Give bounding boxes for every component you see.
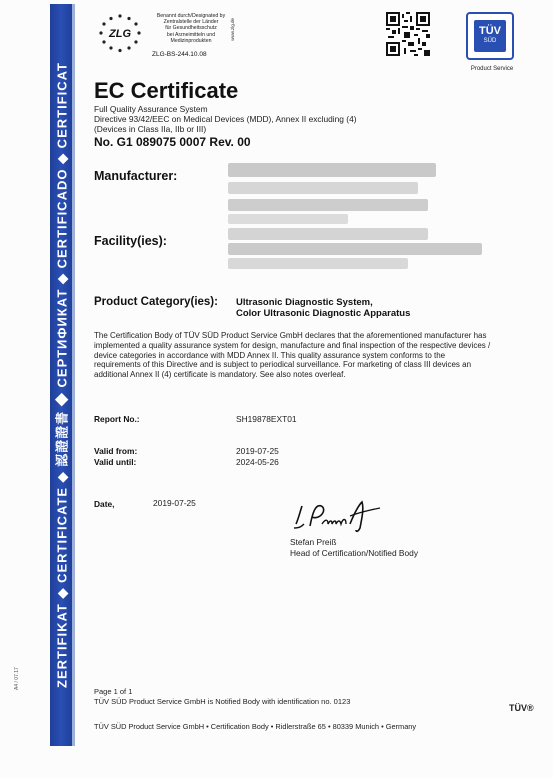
certificate-title: EC Certificate <box>94 78 239 103</box>
product-category-values <box>236 297 410 319</box>
certificate-subtitle <box>94 104 357 135</box>
zlg-designation-line: Benannt durch/Designated by <box>156 13 226 19</box>
zlg-designation-line: Medizinprodukten <box>170 37 212 44</box>
manufacturer-label: Manufacturer: <box>94 169 178 183</box>
facility-redacted-line <box>228 258 408 269</box>
signer-title: Head of Certification/Notified Body <box>290 547 419 558</box>
manufacturer-redacted-line <box>228 182 418 194</box>
zlg-logo <box>94 12 146 56</box>
facility-redacted-line <box>228 228 428 240</box>
valid-from-label: Valid from: <box>94 446 138 456</box>
side-banner <box>50 4 72 746</box>
zlg-logo-text: ZLG <box>109 28 131 40</box>
certificate-number: No. G1 089075 0007 Rev. 00 <box>94 135 251 149</box>
notified-body-note: TÜV SÜD Product Service GmbH is Notified Body with identification no. 0123 <box>94 696 351 706</box>
form-reference-code: A4 / 07.17 <box>14 667 20 690</box>
side-banner-edge <box>72 4 75 746</box>
facility-label: Facility(ies): <box>94 234 167 248</box>
footer-address: TÜV SÜD Product Service GmbH • Certification Body • Ridlerstraße 65 • 80339 Munich • Germany <box>94 722 417 731</box>
subtitle-line: Directive 93/42/EEC on Medical Devices (MDD), Annex II excluding (4) <box>94 114 357 125</box>
tuv-sud-logo <box>466 12 514 60</box>
valid-from-value: 2019-07-25 <box>236 446 279 456</box>
qr-code[interactable] <box>386 12 430 56</box>
declaration-text: The Certification Body of TÜV SÜD Product Service GmbH declares that the aforementioned manufacturer has implemented a quality assurance system for design, manufacture and final inspection of the respective devices / device categories in accordance with MDD Annex II. This quality assurance system conforms to the requirements of this Directive and is subject to periodical surveillance. For marketing of class III devices an additional Annex II (4) certificate is mandatory. See also notes overleaf. <box>94 331 491 380</box>
page-number: Page 1 of 1 <box>94 687 133 696</box>
issue-date-value: 2019-07-25 <box>153 498 196 508</box>
report-number-value: SH19878EXT01 <box>236 414 297 424</box>
handwritten-signature <box>290 498 384 534</box>
valid-until-label: Valid until: <box>94 457 137 467</box>
signer-name: Stefan Preiß <box>290 537 337 547</box>
subtitle-line: Full Quality Assurance System <box>94 104 208 114</box>
issue-date-label: Date, <box>94 499 115 509</box>
zlg-designation-line: bei Arzneimitteln und <box>166 31 216 38</box>
valid-until-value: 2024-05-26 <box>236 457 279 467</box>
signer-block <box>290 537 418 558</box>
product-category-item: Ultrasonic Diagnostic System, <box>236 297 373 308</box>
zlg-designation <box>150 13 232 44</box>
zlg-website: www.zlg.de <box>230 18 235 41</box>
report-number-label: Report No.: <box>94 414 140 424</box>
side-banner-text: ZERTIFIKAT ◆ CERTIFICATE ◆ 認證證書 ◆ СЕРТИФИКАТ ◆ CERTIFICADO ◆ CERTIFICAT <box>54 62 70 688</box>
manufacturer-redacted-line <box>228 199 428 211</box>
facility-redacted-line <box>228 243 482 255</box>
zlg-code: ZLG-BS-244.10.08 <box>152 51 207 58</box>
tuv-badge-top: TÜV <box>479 25 501 37</box>
subtitle-line: (Devices in Class IIa, IIb or III) <box>94 124 207 135</box>
manufacturer-redacted-line <box>228 163 436 177</box>
tuv-badge-bottom: SÜD <box>483 38 497 44</box>
product-category-label: Product Category(ies): <box>94 296 218 308</box>
footer-page-info <box>94 687 350 706</box>
product-category-item: Color Ultrasonic Diagnostic Apparatus <box>236 308 411 319</box>
tuv-caption: Product Service <box>470 66 514 72</box>
zlg-designation-line: für Gesundheitsschutz <box>165 25 217 32</box>
zlg-designation-line: Zentralstelle der Länder <box>163 19 219 26</box>
tuv-sud-logo-inner <box>474 20 506 52</box>
manufacturer-redacted-line <box>228 214 348 224</box>
tuv-footer-mark: TÜV® <box>509 703 534 713</box>
